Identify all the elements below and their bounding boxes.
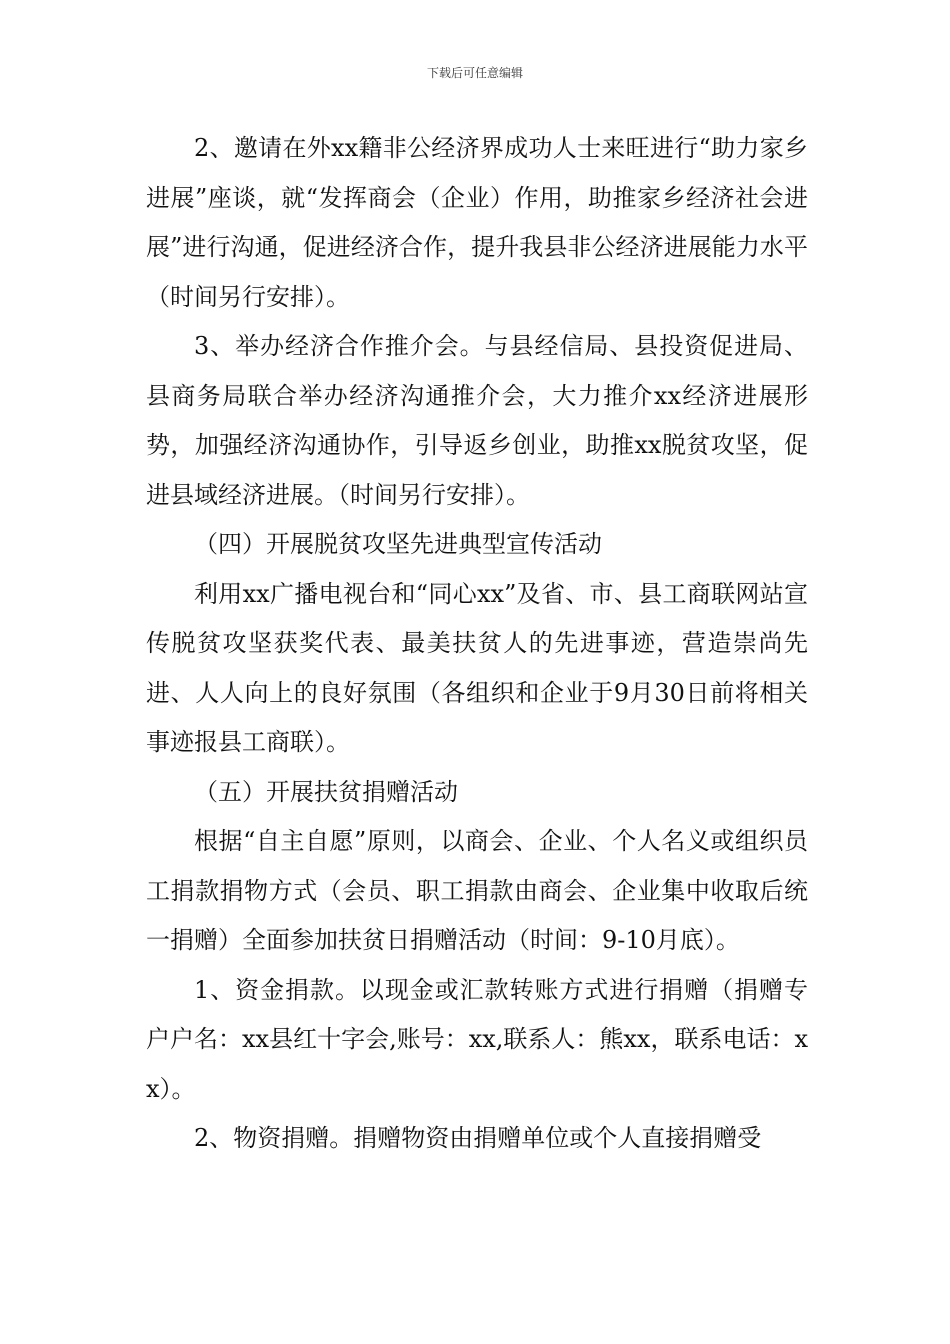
paragraph-invite-entrepreneurs: 2、邀请在外xx籍非公经济界成功人士来旺进行“助力家乡进展”座谈，就“发挥商会（企业）作用，助推家乡经济社会进展”进行沟通，促进经济合作，提升我县非公经济进展能力水平（时间另行安排）。 bbox=[146, 134, 808, 311]
paragraph-material-donation: 2、物资捐赠。捐赠物资由捐赠单位或个人直接捐赠受 bbox=[194, 1124, 762, 1152]
document-body bbox=[146, 124, 808, 1164]
section-heading-4: （四）开展脱贫攻坚先进典型宣传活动 bbox=[194, 530, 602, 558]
section-heading-5: （五）开展扶贫捐赠活动 bbox=[194, 777, 458, 806]
paragraph-promotion-meeting: 3、举办经济合作推介会。与县经信局、县投资促进局、县商务局联合举办经济沟通推介会，大力推介xx经济进展形势，加强经济沟通协作，引导返乡创业，助推xx脱贫攻坚，促进县域经济进展。（时间另行安排）。 bbox=[146, 332, 808, 509]
paragraph-donation-principle: 根据“自主自愿”原则，以商会、企业、个人名义或组织员工捐款捐物方式（会员、职工捐款由商会、企业集中收取后统一捐赠）全面参加扶贫日捐赠活动（时间：9-10月底）。 bbox=[146, 827, 808, 954]
paragraph-publicity: 利用xx广播电视台和“同心xx”及省、市、县工商联网站宣传脱贫攻坚获奖代表、最美扶贫人的先进事迹，营造崇尚先进、人人向上的良好氛围（各组织和企业于9月30日前将相关事迹报县工商联）。 bbox=[146, 579, 808, 756]
page-header-note: 下载后可任意编辑 bbox=[426, 66, 523, 80]
paragraph-cash-donation: 1、资金捐款。以现金或汇款转账方式进行捐赠（捐赠专户户名：xx县红十字会,账号：xx,联系人：熊xx，联系电话：xx）。 bbox=[146, 975, 809, 1103]
